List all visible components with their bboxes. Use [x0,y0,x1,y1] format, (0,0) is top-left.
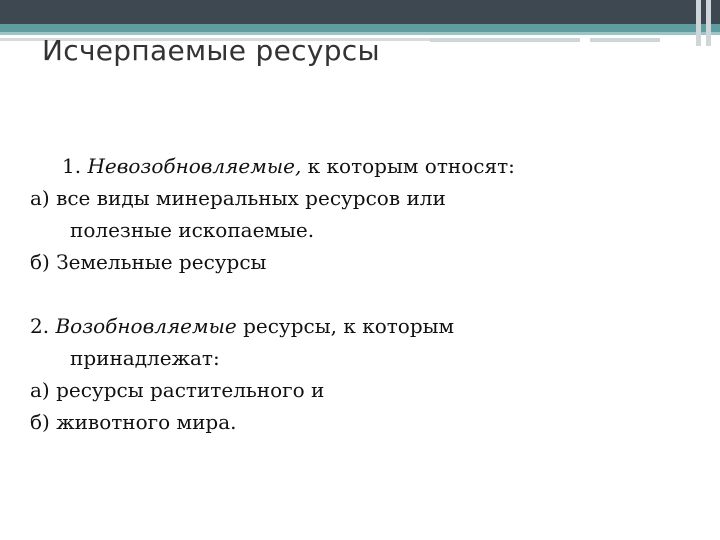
section2-item-b: б) животного мира. [30,410,237,434]
section1-item-a-continuation: полезные ископаемые. [70,218,315,242]
decor-vertical-bar [706,0,711,46]
section2-heading [30,310,670,342]
decor-line [430,38,580,42]
slide-body [30,150,670,438]
section1-heading [30,150,670,182]
section-gap [30,278,670,310]
section1-item-a: а) все виды минеральных ресурсов или [30,186,446,210]
top-accent-stripe [0,24,720,32]
section2-item-a: а) ресурсы растительного и [30,378,325,402]
section2-term: Возобновляемые [55,314,237,338]
section2-rest: ресурсы, к которым [236,314,455,338]
section1-item-b: б) Земельные ресурсы [30,250,267,274]
section2-number: 2. [30,314,50,338]
section1-rest: к которым относят: [301,154,515,178]
slide-title: Исчерпаемые ресурсы [42,34,380,67]
top-decor-band [0,0,720,24]
decor-line [590,38,660,42]
section2-heading-continuation: принадлежат: [70,346,220,370]
decor-vertical-bar [696,0,701,46]
section1-number: 1. [62,154,82,178]
section1-term: Невозобновляемые, [87,154,302,178]
